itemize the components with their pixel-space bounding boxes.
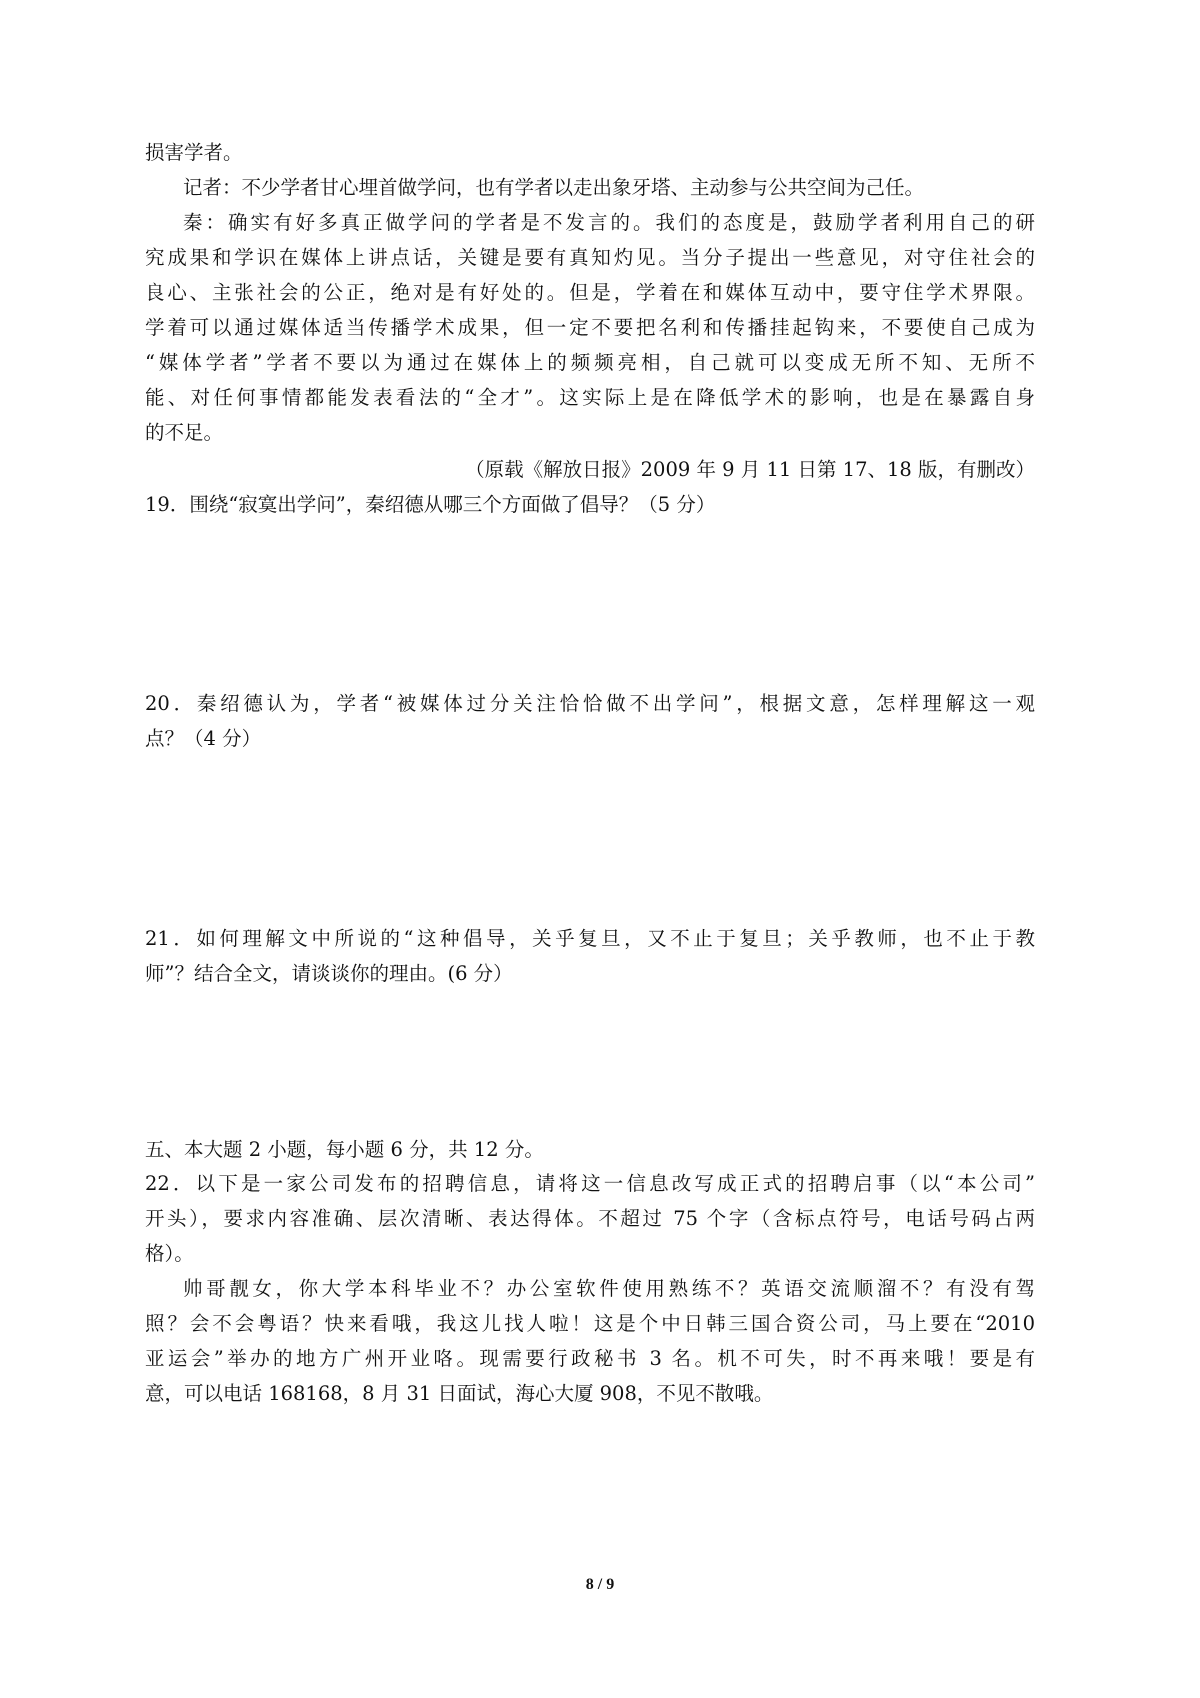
page-number: 8 / 9 [585, 1576, 615, 1593]
question-22-continued: 格）。 [145, 1242, 194, 1265]
reporter-question: 记者：不少学者甘心埋首做学问，也有学者以走出象牙塔、主动参与公共空间为己任。 [183, 176, 925, 199]
ad-text-line: 意，可以电话 168168，8 月 31 日面试，海心大厦 908，不见不散哦。 [145, 1382, 774, 1405]
passage-text-line: 秦：确实有好多真正做学问的学者是不发言的。我们的态度是，鼓励学者利用自己的研 [183, 211, 1035, 234]
passage-text-line: 良心、主张社会的公正，绝对是有好处的。但是，学着在和媒体互动中，要守住学术界限。 [145, 281, 1035, 304]
passage-text-line: 能、对任何事情都能发表看法的“全才”。这实际上是在降低学术的影响，也是在暴露自身 [145, 386, 1035, 409]
question-22: 22．以下是一家公司发布的招聘信息，请将这一信息改写成正式的招聘启事（以“本公司” [145, 1172, 1035, 1195]
ad-text-line: 亚运会”举办的地方广州开业咯。现需要行政秘书 3 名。机不可失，时不再来哦！要是有 [145, 1347, 1035, 1370]
question-22-continued: 开头），要求内容准确、层次清晰、表达得体。不超过 75 个字（含标点符号，电话号码占两 [145, 1207, 1035, 1230]
question-20-continued: 点？（4 分） [145, 727, 262, 750]
passage-text-line: 的不足。 [145, 421, 224, 444]
passage-text-line: 损害学者。 [145, 141, 243, 164]
passage-text-line: 究成果和学识在媒体上讲点话，关键是要有真知灼见。当分子提出一些意见，对守住社会的 [145, 246, 1035, 269]
passage-text-line: 学着可以通过媒体适当传播学术成果，但一定不要把名利和传播挂起钩来，不要使自己成为 [145, 316, 1035, 339]
ad-text-line: 帅哥靓女，你大学本科毕业不？办公室软件使用熟练不？英语交流顺溜不？有没有驾 [183, 1277, 1035, 1300]
question-21: 21．如何理解文中所说的“这种倡导，关乎复旦，又不止于复旦；关乎教师，也不止于教 [145, 927, 1035, 950]
ad-text-line: 照？会不会粤语？快来看哦，我这儿找人啦！这是个中日韩三国合资公司，马上要在“2010 [145, 1312, 1035, 1335]
passage-text-line: “媒体学者”学者不要以为通过在媒体上的频频亮相，自己就可以变成无所不知、无所不 [145, 351, 1035, 374]
section-5-heading: 五、本大题 2 小题，每小题 6 分，共 12 分。 [145, 1138, 544, 1161]
question-21-continued: 师”？结合全文，请谈谈你的理由。(6 分） [145, 962, 513, 985]
source-citation: （原载《解放日报》2009 年 9 月 11 日第 17、18 版，有删改） [465, 458, 1035, 481]
question-20: 20．秦绍德认为，学者“被媒体过分关注恰恰做不出学问”，根据文意，怎样理解这一观 [145, 692, 1035, 715]
question-19: 19．围绕“寂寞出学问”，秦绍德从哪三个方面做了倡导？（5 分） [145, 493, 716, 516]
